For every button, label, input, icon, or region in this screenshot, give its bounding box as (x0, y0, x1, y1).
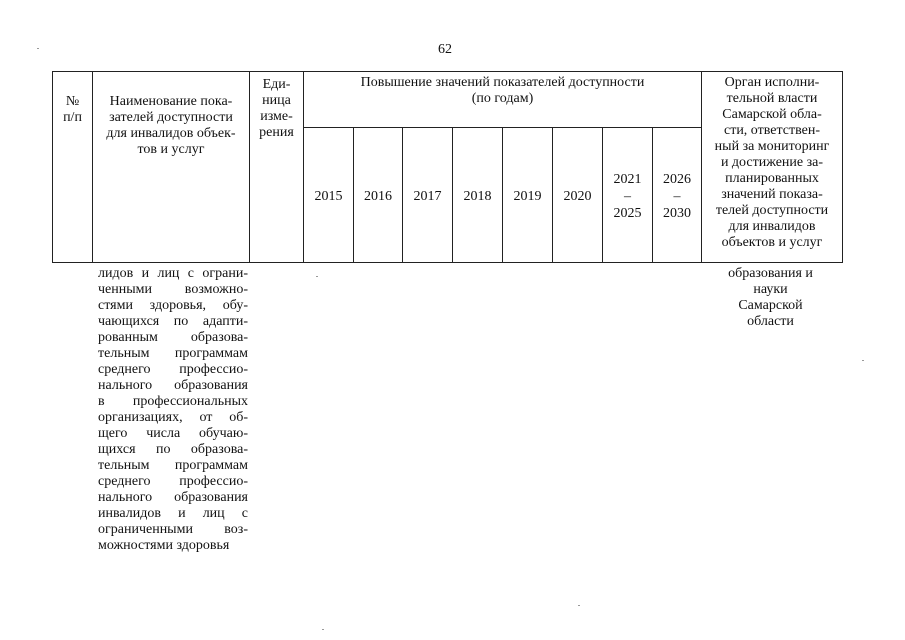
year-cell (453, 189, 502, 205)
year-cell (354, 189, 402, 205)
authority-continuation (708, 266, 833, 330)
text-line: рованным образова- (98, 330, 248, 345)
header-authority-line: и достижение за- (720, 155, 824, 170)
header-authority-line: тельной власти (726, 91, 818, 106)
scan-speck (37, 48, 39, 49)
year-label: 2016 (364, 189, 392, 204)
header-unit (250, 77, 303, 141)
year-cell (603, 172, 652, 222)
page-number: 62 (438, 42, 452, 57)
header-number-line: № (65, 94, 80, 109)
header-authority-line: для инвалидов (728, 219, 816, 234)
text-line: среднего профессио- (98, 362, 248, 377)
indicator-name-continuation (98, 266, 248, 554)
header-unit-line: рения (259, 125, 294, 140)
text-line: области (747, 314, 794, 329)
text-line: нального образования (98, 490, 248, 505)
year-dash: – (673, 189, 681, 204)
header-authority-line: ный за мониторинг (714, 139, 830, 154)
text-line: Самарской (738, 298, 803, 313)
header-number-line: п/п (63, 110, 82, 125)
text-line: ограниченными воз- (98, 522, 248, 537)
header-authority-line: объектов и услуг (721, 235, 823, 250)
year-label: 2017 (413, 189, 442, 204)
header-name-line: для инвалидов объек- (106, 126, 236, 141)
text-line: науки (753, 282, 788, 297)
year-label: 2020 (563, 189, 592, 204)
year-label: 2021 (613, 172, 642, 187)
scan-speck (316, 276, 318, 277)
header-unit-line: ница (262, 93, 291, 108)
text-line: в профессиональных (98, 394, 248, 409)
year-label: 2015 (314, 189, 343, 204)
header-authority-line: сти, ответствен- (723, 123, 821, 138)
divider (303, 127, 701, 128)
year-label: 2019 (513, 189, 542, 204)
scan-speck (862, 360, 864, 361)
header-unit-line: Еди- (262, 77, 291, 92)
header-number (53, 94, 92, 126)
year-label: 2025 (613, 206, 642, 221)
year-label: 2018 (463, 189, 492, 204)
text-line: лидов и лиц с ограни- (98, 266, 248, 281)
year-label: 2030 (663, 206, 691, 221)
header-name (93, 94, 249, 158)
scan-speck (322, 629, 324, 630)
scan-speck (578, 605, 580, 606)
year-cell (553, 189, 602, 205)
header-increase (304, 75, 701, 107)
year-dash: – (624, 189, 631, 204)
header-authority (702, 75, 842, 251)
text-line: инвалидов и лиц с (98, 506, 248, 521)
text-line: тельным программам (98, 458, 248, 473)
text-line: стями здоровья, обу- (98, 298, 248, 313)
text-line: можностями здоровья (98, 538, 230, 553)
year-cell (653, 172, 701, 222)
text-line: щего числа обучаю- (98, 426, 248, 441)
text-line: нального образования (98, 378, 248, 393)
header-name-line: Наименование пока- (109, 94, 233, 109)
text-line: чающихся по адапти- (98, 314, 248, 329)
header-name-line: тов и услуг (137, 142, 205, 157)
header-authority-line: планированных (725, 171, 819, 186)
header-authority-line: телей доступности (715, 203, 829, 218)
header-increase-line: (по годам) (471, 91, 534, 106)
text-line: образования и (728, 266, 813, 281)
header-authority-line: Самарской обла- (722, 107, 822, 122)
year-cell (304, 189, 353, 205)
header-increase-line: Повышение значений показателей доступности (360, 75, 645, 90)
text-line: среднего профессио- (98, 474, 248, 489)
header-name-line: зателей доступности (109, 110, 233, 125)
indicators-table (52, 71, 843, 263)
text-line: тельным программам (98, 346, 248, 361)
header-unit-line: изме- (260, 109, 293, 124)
text-line: щихся по образова- (98, 442, 248, 457)
year-label: 2026 (663, 172, 691, 187)
text-line: ченными возможно- (98, 282, 248, 297)
header-authority-line: Орган исполни- (724, 75, 820, 90)
year-cell (503, 189, 552, 205)
year-cell (403, 189, 452, 205)
text-line: организациях, от об- (98, 410, 248, 425)
header-authority-line: значений показа- (721, 187, 823, 202)
